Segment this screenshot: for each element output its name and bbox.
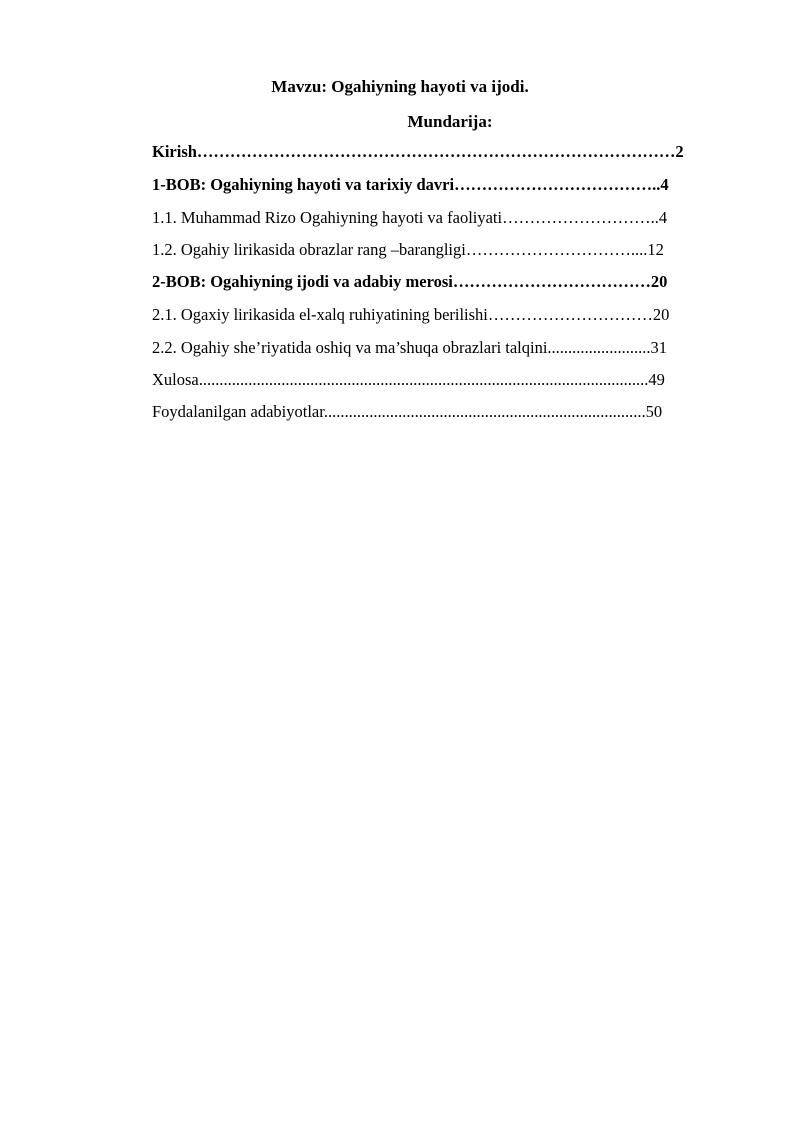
toc-entry-chapter-1: 1-BOB: Ogahiyning hayoti va tarixiy davri………………………………..4 <box>152 175 669 194</box>
toc-entry-section-2-1: 2.1. Ogaxiy lirikasida el-xalq ruhiyatining berilishi…………………………20 <box>152 305 670 324</box>
toc-entry-section-1-2: 1.2. Ogahiy lirikasida obrazlar rang –barangligi…………………………....12 <box>152 240 664 259</box>
toc-entry-section-2-2: 2.2. Ogahiy she’riyatida oshiq va ma’shuqa obrazlari talqini.........................31 <box>152 338 668 357</box>
document-title: Mavzu: Ogahiyning hayoti va ijodi. <box>271 77 529 96</box>
toc-entry-chapter-2: 2-BOB: Ogahiyning ijodi va adabiy merosi………………………………20 <box>152 272 668 291</box>
toc-entry-kirish: Kirish……………………………………………………………………………2 <box>152 142 684 161</box>
toc-entry-section-1-1: 1.1. Muhammad Rizo Ogahiyning hayoti va faoliyati………………………..4 <box>152 208 668 227</box>
toc-heading: Mundarija: <box>407 112 493 131</box>
toc-entry-adabiyotlar: Foydalanilgan adabiyotlar..............................................................................50 <box>152 402 663 421</box>
toc-entry-xulosa: Xulosa.............................................................................................................49 <box>152 370 665 389</box>
